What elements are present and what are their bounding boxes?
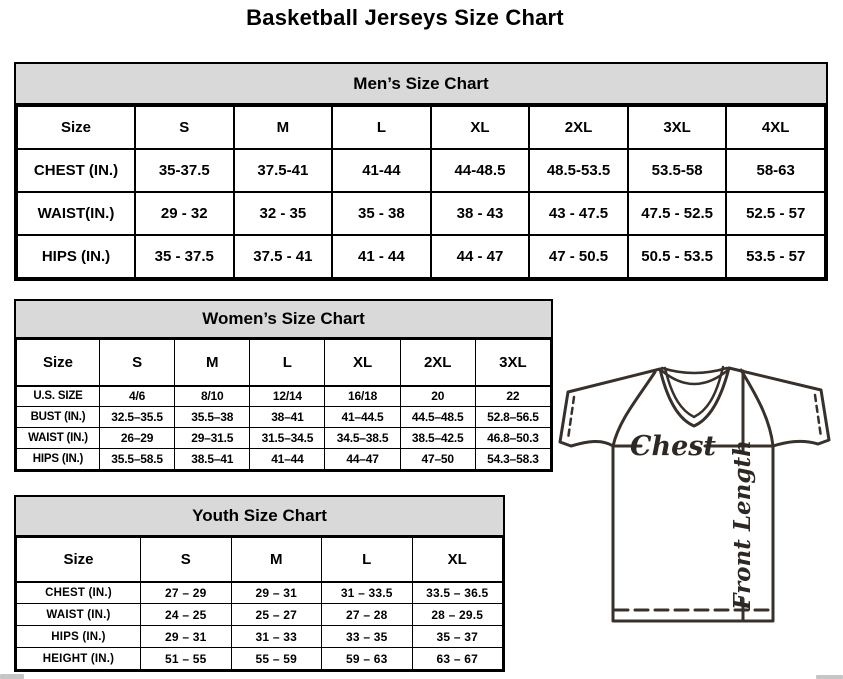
- size-value: 24 – 25: [141, 604, 232, 626]
- size-value: 31.5–34.5: [250, 428, 325, 449]
- size-value: 51 – 55: [141, 648, 232, 670]
- front-length-label: Front Length: [729, 440, 756, 610]
- womens-chart-header: Women’s Size Chart: [16, 301, 551, 339]
- size-value: 54.3–58.3: [475, 449, 550, 470]
- size-value: 52.8–56.5: [475, 407, 550, 428]
- size-value: 31 – 33: [231, 626, 322, 648]
- size-value: 41–44: [250, 449, 325, 470]
- table-row: [17, 149, 825, 192]
- size-value: 38.5–42.5: [400, 428, 475, 449]
- table-row: [17, 192, 825, 235]
- size-value: 16/18: [325, 386, 400, 407]
- size-value: 34.5–38.5: [325, 428, 400, 449]
- size-value: 28 – 29.5: [412, 604, 503, 626]
- size-value: 27 – 28: [322, 604, 413, 626]
- size-value: 52.5 - 57: [726, 192, 825, 235]
- size-header-row: [17, 538, 503, 582]
- size-value: 33 – 35: [322, 626, 413, 648]
- column-header: XL: [325, 340, 400, 386]
- row-label: WAIST(IN.): [17, 192, 135, 235]
- column-header: M: [175, 340, 250, 386]
- size-value: 59 – 63: [322, 648, 413, 670]
- size-value: 48.5-53.5: [529, 149, 628, 192]
- column-header: M: [231, 538, 322, 582]
- size-value: 53.5 - 57: [726, 235, 825, 278]
- column-header: S: [135, 106, 234, 149]
- row-label: HIPS (IN.): [17, 626, 141, 648]
- column-header: L: [250, 340, 325, 386]
- youth-chart-header: Youth Size Chart: [16, 497, 503, 537]
- jersey-measurement-diagram: [558, 356, 838, 632]
- size-value: 47.5 - 52.5: [628, 192, 727, 235]
- jersey-vneck-inner: [665, 367, 723, 417]
- size-value: 55 – 59: [231, 648, 322, 670]
- column-header: 4XL: [726, 106, 825, 149]
- column-header: L: [332, 106, 431, 149]
- size-value: 41 - 44: [332, 235, 431, 278]
- row-label: HIPS (IN.): [17, 235, 135, 278]
- size-value: 41–44.5: [325, 407, 400, 428]
- size-value: 12/14: [250, 386, 325, 407]
- column-header: 3XL: [628, 106, 727, 149]
- row-label: HIPS (IN.): [17, 449, 100, 470]
- size-header-row: [17, 340, 551, 386]
- size-value: 47 - 50.5: [529, 235, 628, 278]
- size-value: 41-44: [332, 149, 431, 192]
- youth-size-chart: [14, 495, 505, 672]
- table-row: [17, 449, 551, 470]
- size-value: 50.5 - 53.5: [628, 235, 727, 278]
- table-row: [17, 626, 503, 648]
- column-header: M: [234, 106, 333, 149]
- column-header: XL: [431, 106, 530, 149]
- size-value: 33.5 – 36.5: [412, 582, 503, 604]
- size-value: 32 - 35: [234, 192, 333, 235]
- column-header: Size: [17, 106, 135, 149]
- column-header: Size: [17, 538, 141, 582]
- row-label: WAIST (IN.): [17, 428, 100, 449]
- table-row: [17, 648, 503, 670]
- size-value: 29 – 31: [231, 582, 322, 604]
- column-header: L: [322, 538, 413, 582]
- table-row: [17, 582, 503, 604]
- size-value: 44.5–48.5: [400, 407, 475, 428]
- size-value: 53.5-58: [628, 149, 727, 192]
- size-value: 35.5–38: [175, 407, 250, 428]
- table-row: [17, 407, 551, 428]
- row-label: CHEST (IN.): [17, 582, 141, 604]
- size-value: 43 - 47.5: [529, 192, 628, 235]
- column-header: 2XL: [529, 106, 628, 149]
- womens-size-chart: [14, 299, 553, 472]
- size-value: 22: [475, 386, 550, 407]
- mens-size-chart: [14, 62, 828, 281]
- row-label: HEIGHT (IN.): [17, 648, 141, 670]
- size-value: 44 - 47: [431, 235, 530, 278]
- size-value: 37.5 - 41: [234, 235, 333, 278]
- chest-label: Chest: [630, 431, 716, 462]
- jersey-right-seam: [741, 370, 773, 446]
- column-header: XL: [412, 538, 503, 582]
- size-value: 38.5–41: [175, 449, 250, 470]
- size-value: 35 - 37.5: [135, 235, 234, 278]
- size-value: 38 - 43: [431, 192, 530, 235]
- row-label: BUST (IN.): [17, 407, 100, 428]
- womens-table: [16, 339, 551, 470]
- jersey-left-cuff-dashed-line: [568, 397, 574, 439]
- column-header: 2XL: [400, 340, 475, 386]
- youth-table: [16, 537, 503, 670]
- column-header: 3XL: [475, 340, 550, 386]
- size-value: 44–47: [325, 449, 400, 470]
- size-value: 29 – 31: [141, 626, 232, 648]
- size-value: 37.5-41: [234, 149, 333, 192]
- size-value: 35-37.5: [135, 149, 234, 192]
- size-value: 38–41: [250, 407, 325, 428]
- horizontal-scrollbar-thumb-right[interactable]: [816, 675, 843, 679]
- size-value: 47–50: [400, 449, 475, 470]
- size-value: 29 - 32: [135, 192, 234, 235]
- row-label: CHEST (IN.): [17, 149, 135, 192]
- size-value: 35.5–58.5: [100, 449, 175, 470]
- size-value: 58-63: [726, 149, 825, 192]
- table-row: [17, 235, 825, 278]
- size-value: 25 – 27: [231, 604, 322, 626]
- mens-chart-header: Men’s Size Chart: [16, 64, 826, 105]
- size-value: 35 - 38: [332, 192, 431, 235]
- jersey-right-cuff-dashed-line: [815, 395, 821, 437]
- size-value: 20: [400, 386, 475, 407]
- row-label: U.S. SIZE: [17, 386, 100, 407]
- size-value: 44-48.5: [431, 149, 530, 192]
- size-value: 35 – 37: [412, 626, 503, 648]
- size-value: 46.8–50.3: [475, 428, 550, 449]
- table-row: [17, 604, 503, 626]
- column-header: Size: [17, 340, 100, 386]
- column-header: S: [100, 340, 175, 386]
- row-label: WAIST (IN.): [17, 604, 141, 626]
- column-header: S: [141, 538, 232, 582]
- size-value: 32.5–35.5: [100, 407, 175, 428]
- table-row: [17, 428, 551, 449]
- size-value: 29–31.5: [175, 428, 250, 449]
- jersey-collar-top-arc: [662, 368, 727, 373]
- mens-table: [16, 105, 826, 279]
- size-value: 26–29: [100, 428, 175, 449]
- size-value: 27 – 29: [141, 582, 232, 604]
- table-row: [17, 386, 551, 407]
- size-value: 8/10: [175, 386, 250, 407]
- size-header-row: [17, 106, 825, 149]
- size-value: 31 – 33.5: [322, 582, 413, 604]
- size-value: 4/6: [100, 386, 175, 407]
- horizontal-scrollbar-thumb-left[interactable]: [0, 674, 24, 679]
- page-title: Basketball Jerseys Size Chart: [246, 5, 564, 30]
- size-value: 63 – 67: [412, 648, 503, 670]
